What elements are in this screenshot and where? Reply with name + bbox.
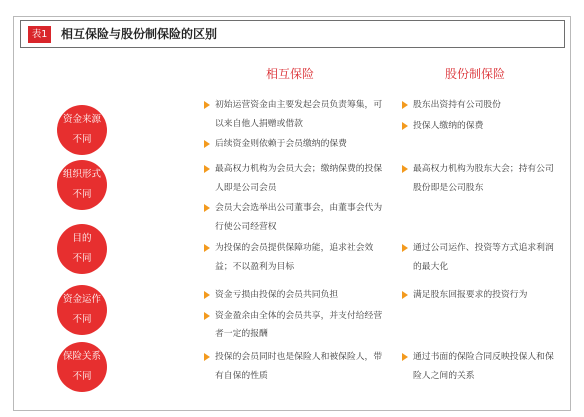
arrow-bullet-icon (402, 122, 408, 130)
list-item (203, 96, 383, 133)
point-text: 通过书面的保险合同反映投保人和保险人之间的关系 (413, 352, 554, 381)
list-item (203, 160, 383, 197)
mutual-points (203, 160, 383, 238)
stock-points (401, 160, 561, 199)
row-label-circle (57, 285, 107, 335)
point-text: 满足股东回报要求的投资行为 (413, 290, 528, 300)
arrow-bullet-icon (402, 353, 408, 361)
mutual-points (203, 239, 383, 278)
list-item (203, 135, 383, 154)
mutual-points (203, 96, 383, 156)
stock-points (401, 348, 561, 387)
arrow-bullet-icon (402, 165, 408, 173)
row-label-suffix: 不同 (72, 314, 92, 325)
list-item (401, 239, 561, 276)
arrow-bullet-icon (204, 140, 210, 148)
mutual-points (203, 286, 383, 346)
mutual-points (203, 348, 383, 387)
row-label-circle (57, 224, 107, 274)
point-text: 投保人缴纳的保费 (413, 120, 484, 131)
point-text: 会员大会选举出公司董事会，由董事会代为行使公司经营权 (215, 203, 383, 232)
arrow-bullet-icon (204, 165, 210, 173)
list-item (203, 286, 383, 305)
point-text: 最高权力机构为股东大会；持有公司股份即是公司股东 (413, 164, 554, 193)
table-header (20, 20, 565, 48)
arrow-bullet-icon (402, 244, 408, 252)
point-text: 投保的会员同时也是保险人和被保险人，带有自保的性质 (215, 352, 383, 381)
list-item (401, 160, 561, 197)
row-label: 资金运作 (62, 294, 101, 305)
list-item (401, 348, 561, 385)
stock-points (401, 239, 561, 278)
point-text: 初始运营资金由主要发起会员负责筹集，可以来自他人捐赠或借款 (215, 100, 383, 129)
arrow-bullet-icon (204, 312, 210, 320)
row-label-circle (57, 342, 107, 392)
arrow-bullet-icon (204, 204, 210, 212)
arrow-bullet-icon (204, 101, 210, 109)
point-text: 股东出资持有公司股份 (413, 100, 501, 110)
point-text: 最高权力机构为会员大会；缴纳保费的投保人即是公司会员 (215, 164, 383, 193)
stock-points (401, 286, 561, 307)
arrow-bullet-icon (204, 353, 210, 361)
row-label-circle (57, 105, 107, 155)
arrow-bullet-icon (204, 244, 210, 252)
stock-points (401, 96, 561, 137)
row-label: 组织形式 (62, 169, 101, 180)
arrow-bullet-icon (402, 101, 408, 109)
list-item (203, 348, 383, 385)
point-text: 资金亏损由投保的会员共同负担 (215, 290, 339, 300)
row-label-suffix: 不同 (72, 134, 92, 145)
column-header-mutual: 相互保险 (265, 67, 314, 81)
point-text: 通过公司运作、投资等方式追求利润的最大化 (413, 243, 554, 272)
table-number-badge: 表1 (28, 26, 51, 43)
row-label-circle (57, 160, 107, 210)
row-label-suffix: 不同 (72, 253, 92, 264)
row-label: 保险关系 (62, 351, 101, 362)
row-label-suffix: 不同 (72, 189, 92, 200)
table-title: 相互保险与股份制保险的区别 (61, 27, 218, 41)
arrow-bullet-icon (402, 291, 408, 299)
column-header-stock: 股份制保险 (444, 67, 505, 81)
point-text: 后续资金则依赖于会员缴纳的保费 (215, 139, 347, 149)
arrow-bullet-icon (204, 291, 210, 299)
list-item (401, 117, 561, 136)
row-label: 目的 (72, 233, 92, 244)
list-item (401, 286, 561, 305)
row-label: 资金来源 (62, 114, 101, 125)
row-label-suffix: 不同 (72, 371, 92, 382)
list-item (401, 96, 561, 115)
list-item (203, 239, 383, 276)
list-item (203, 307, 383, 344)
list-item (203, 199, 383, 236)
point-text: 为投保的会员提供保障功能，追求社会效益；不以盈利为目标 (215, 243, 374, 272)
point-text: 资金盈余由全体的会员共享，并支付给经营者一定的报酬 (215, 310, 383, 339)
